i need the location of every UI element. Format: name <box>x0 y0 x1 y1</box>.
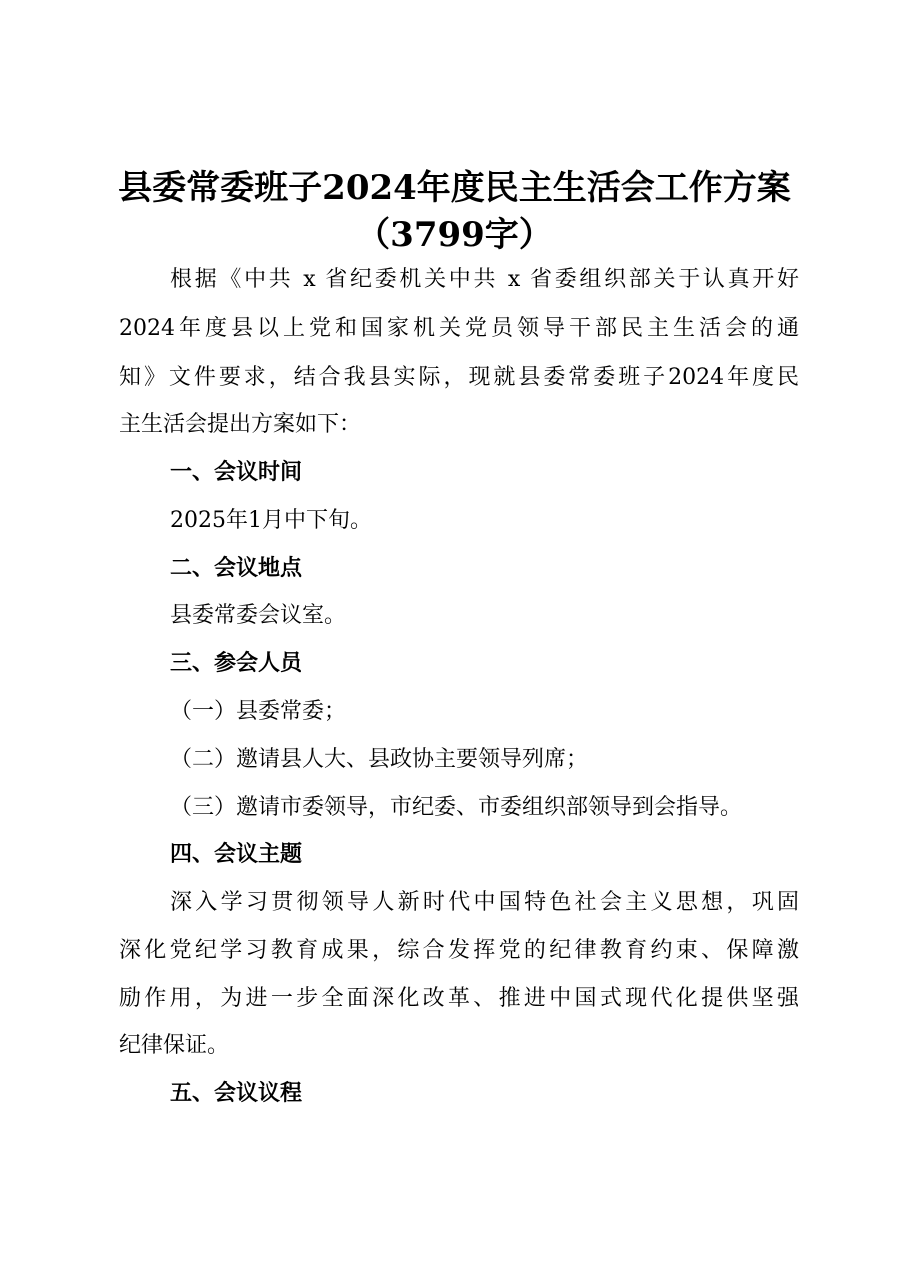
section-heading-meeting-theme: 四、会议主题 <box>170 842 303 867</box>
section-heading-meeting-agenda: 五、会议议程 <box>170 1081 303 1106</box>
section-heading-attendees: 三、参会人员 <box>170 651 303 676</box>
section-heading-meeting-time: 一、会议时间 <box>170 460 303 485</box>
intro-line: 主生活会提出方案如下： <box>119 412 362 437</box>
section-heading-meeting-place: 二、会议地点 <box>170 556 303 581</box>
intro-line: 2024年度县以上党和国家机关党员领导干部民主生活会的通 <box>119 316 799 341</box>
meeting-time-text: 2025年1月中下旬。 <box>170 508 372 533</box>
theme-line: 深化党纪学习教育成果，综合发挥党的纪律教育约束、保障激 <box>119 938 799 963</box>
attendee-item: （二）邀请县人大、县政协主要领导列席； <box>170 747 589 772</box>
theme-line: 深入学习贯彻领导人新时代中国特色社会主义思想，巩固 <box>170 890 799 915</box>
attendee-item: （三）邀请市委领导，市纪委、市委组织部领导到会指导。 <box>170 795 743 820</box>
theme-line: 纪律保证。 <box>119 1033 230 1058</box>
meeting-place-text: 县委常委会议室。 <box>170 603 347 628</box>
document-title: 县委常委班子2024年度民主生活会工作方案 <box>118 168 791 208</box>
theme-line: 励作用，为进一步全面深化改革、推进中国式现代化提供坚强 <box>119 986 799 1011</box>
attendee-item: （一）县委常委； <box>170 699 347 724</box>
intro-line: 知》文件要求，结合我县实际，现就县委常委班子2024年度民 <box>119 365 799 390</box>
intro-line: 根据《中共 x 省纪委机关中共 x 省委组织部关于认真开好 <box>170 267 799 292</box>
document-subtitle-word-count: （3799字） <box>356 215 553 255</box>
